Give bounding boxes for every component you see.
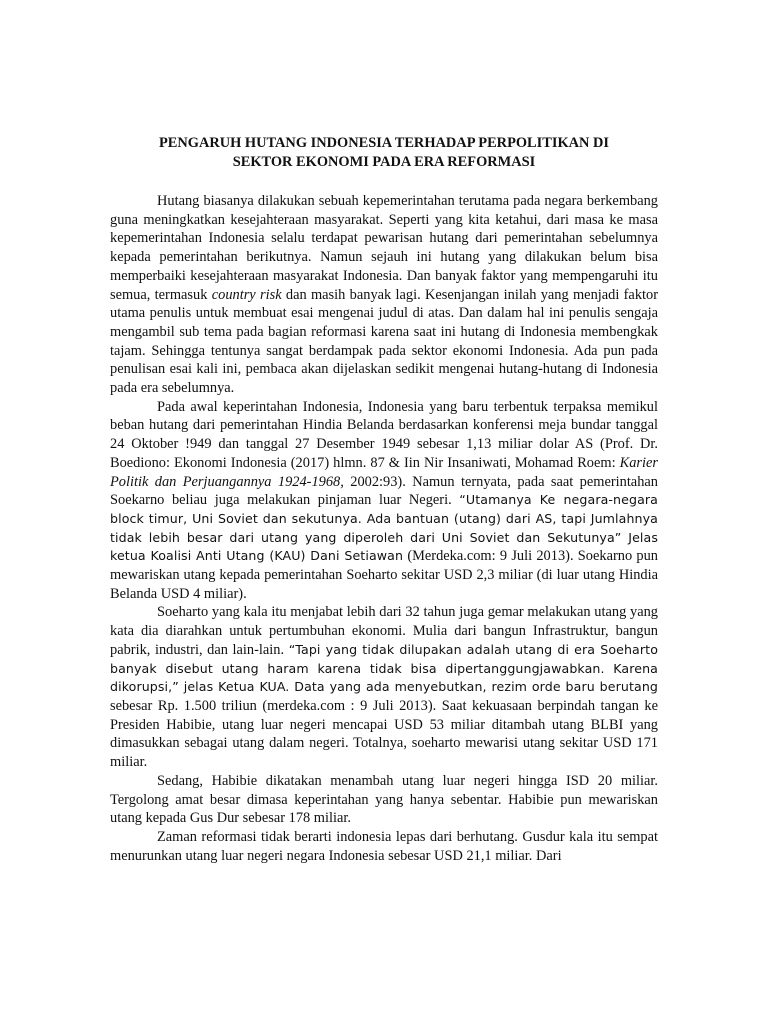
paragraph-2-italic: Karier Politik dan Perjuangannya 1924-1968, [110, 454, 658, 490]
paragraph-3-text-b: sebesar Rp. 1.500 triliun (merdeka.com : 9 Juli 2013). Saat kekuasaan berpindah tangan ke Presiden Habibie, utang luar negeri mencapai USD 53 miliar ditambah utang BLBI yang dimasukkan sebagai utang dalam negeri. Totalnya, soeharto mewarisi utang sekitar USD 171 miliar. [110, 697, 658, 771]
paragraph-5: Zaman reformasi tidak berarti indonesia lepas dari berhutang. Gusdur kala itu sempat menurunkan utang luar negeri negara Indonesia sebesar USD 21,1 miliar. Dari [110, 828, 658, 864]
title-line-2: SEKTOR EKONOMI PADA ERA REFORMASI [232, 153, 536, 170]
paragraph-1 [110, 192, 658, 398]
paragraph-2-text-a: Pada awal keperintahan Indonesia, Indonesia yang baru terbentuk terpaksa memikul beban hutang dari pemerintahan Hindia Belanda berdasarkan konferensi meja bundar tanggal 24 Oktober !949 dan tanggal 27 Desember 1949 sebesar 1,13 miliar dolar AS (Prof. Dr. Boediono: Ekonomi Indonesia (2017) hlmn. 87 & Iin Nir Insaniwati, Mohamad Roem: [110, 398, 658, 471]
paragraph-3 [110, 603, 658, 771]
document-page [110, 134, 658, 865]
document-title [110, 134, 658, 171]
paragraph-1-text-a: Hutang biasanya dilakukan sebuah kepemerintahan terutama pada negara berkembang guna meningkatkan kesejahteraan masyarakat. Seperti yang kita ketahui, dari masa ke masa kepemerintahan Indonesia selalu terdapat pewarisan hutang dari pemerintahan sebelumnya kepada pemerintahan berikutnya. Namun sejauh ini hutang yang dilakukan belum bisa memperbaiki kesejahteraan masyarakat Indonesia. Dan banyak faktor yang mempengaruhi itu semua, termasuk [110, 193, 658, 303]
paragraph-3-quote: “Tapi yang tidak dilupakan adalah utang di era Soeharto banyak disebut utang haram karena tidak bisa dipertanggungjawabkan. Karena dikorupsi,” jelas Ketua KUA. Data yang ada menyebutkan, rezim orde baru berutang [110, 641, 658, 695]
paragraph-2-text-b: 2002:93). Namun ternyata, pada saat pemerintahan Soekarno beliau juga melakukan pinjaman luar Negeri. [110, 473, 658, 509]
paragraph-1-text-b: dan masih banyak lagi. Kesenjangan inilah yang menjadi faktor utama penulis untuk membuat esai mengenai judul di atas. Dan dalam hal ini penulis sengaja mengambil sub tema pada bagian reformasi karena saat ini hutang di Indonesia membengkak tajam. Sehingga tentunya sangat berdampak pada sektor ekonomi Indonesia. Ada pun pada penulisan esai kali ini, pembaca akan dijelaskan sedikit mengenai hutang-hutang di Indonesia pada era sebelumnya. [110, 286, 659, 397]
paragraph-2-quote: “Utamanya Ke negara-negara block timur, Uni Soviet dan sekutunya. Ada bantuan (utang) dari AS, tapi Jumlahnya tidak lebih besar dari utang yang diperoleh dari Uni Soviet dan Sekutunya” Jelas ketua Koalisi Anti Utang (KAU) Dani Setiawan [110, 492, 658, 564]
paragraph-1-italic: country risk [211, 286, 282, 303]
paragraph-3-text-a: Soeharto yang kala itu menjabat lebih dari 32 tahun juga gemar melakukan utang yang kata dia diarahkan untuk pertumbuhan ekonomi. Mulia dari bangun Infrastruktur, bangun pabrik, industri, dan lain-lain. [110, 604, 658, 658]
paragraph-2-text-c: (Merdeka.com: 9 Juli 2013). Soekarno pun mewariskan utang kepada pemerintahan Soeharto sekitar USD 2,3 miliar (di luar utang Hindia Belanda USD 4 miliar). [110, 548, 658, 602]
paragraph-4: Sedang, Habibie dikatakan menambah utang luar negeri hingga ISD 20 miliar. Tergolong amat besar dimasa keperintahan yang hanya sebentar. Habibie pun mewariskan utang kepada Gus Dur sebesar 178 miliar. [110, 772, 658, 827]
title-line-1: PENGARUH HUTANG INDONESIA TERHADAP PERPOLITIKAN DI [158, 135, 610, 151]
paragraph-2 [110, 398, 658, 604]
